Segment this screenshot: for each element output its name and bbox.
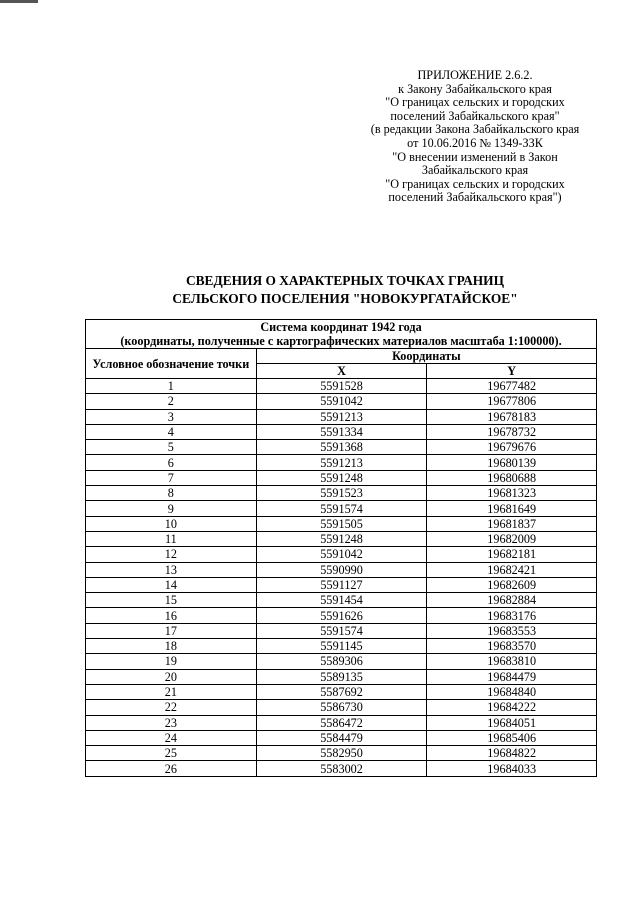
table-row: [86, 684, 597, 699]
y-coordinate-cell: 19680139: [427, 455, 597, 470]
y-coordinate-cell: 19680688: [427, 470, 597, 485]
x-coordinate-cell: 5591042: [256, 394, 427, 409]
coordinate-system-header: [86, 320, 597, 349]
x-coordinate-cell: 5583002: [256, 761, 427, 776]
table-row: [86, 486, 597, 501]
point-number-cell: 5: [86, 440, 257, 455]
point-number-cell: 24: [86, 730, 257, 745]
point-number-cell: 1: [86, 379, 257, 394]
x-coordinate-cell: 5591574: [256, 501, 427, 516]
x-coordinate-cell: 5591334: [256, 424, 427, 439]
system-line-1: Система координат 1942 года: [260, 320, 422, 334]
point-number-cell: 19: [86, 654, 257, 669]
point-number-cell: 26: [86, 761, 257, 776]
point-column-header: Условное обозначение точки: [86, 349, 257, 379]
table-row: [86, 394, 597, 409]
point-number-cell: 25: [86, 746, 257, 761]
appendix-line: к Закону Забайкальского края: [398, 81, 552, 96]
x-coordinate-cell: 5591248: [256, 470, 427, 485]
x-coordinate-cell: 5586472: [256, 715, 427, 730]
x-coordinate-cell: 5591505: [256, 516, 427, 531]
appendix-line: "О границах сельских и городских: [385, 176, 565, 191]
table-row: [86, 654, 597, 669]
corner-mark: [0, 0, 38, 3]
table-row: [86, 577, 597, 592]
x-coordinate-cell: 5587692: [256, 684, 427, 699]
table-row: [86, 440, 597, 455]
y-coordinate-cell: 19683553: [427, 623, 597, 638]
point-number-cell: 23: [86, 715, 257, 730]
x-coordinate-cell: 5584479: [256, 730, 427, 745]
title-line-2: СЕЛЬСКОГО ПОСЕЛЕНИЯ "НОВОКУРГАТАЙСКОЕ": [172, 291, 518, 306]
x-coordinate-cell: 5591454: [256, 593, 427, 608]
x-column-header: X: [256, 364, 427, 379]
y-coordinate-cell: 19681323: [427, 486, 597, 501]
point-number-cell: 10: [86, 516, 257, 531]
appendix-line: поселений Забайкальского края"): [388, 190, 562, 205]
table-row: [86, 608, 597, 623]
y-coordinate-cell: 19682884: [427, 593, 597, 608]
y-coordinate-cell: 19677806: [427, 394, 597, 409]
point-number-cell: 12: [86, 547, 257, 562]
point-number-cell: 9: [86, 501, 257, 516]
point-number-cell: 2: [86, 394, 257, 409]
x-coordinate-cell: 5591368: [256, 440, 427, 455]
table-row: [86, 730, 597, 745]
table-row: [86, 501, 597, 516]
x-coordinate-cell: 5591574: [256, 623, 427, 638]
y-coordinate-cell: 19684033: [427, 761, 597, 776]
coordinates-table: [85, 319, 597, 777]
table-row: [86, 455, 597, 470]
x-coordinate-cell: 5591523: [256, 486, 427, 501]
document-title: [90, 272, 600, 308]
point-number-cell: 11: [86, 531, 257, 546]
point-number-cell: 7: [86, 470, 257, 485]
y-coordinate-cell: 19682421: [427, 562, 597, 577]
point-number-cell: 21: [86, 684, 257, 699]
y-coordinate-cell: 19677482: [427, 379, 597, 394]
point-number-cell: 4: [86, 424, 257, 439]
x-coordinate-cell: 5591213: [256, 455, 427, 470]
table-row: [86, 516, 597, 531]
point-number-cell: 6: [86, 455, 257, 470]
coordinates-column-header: Координаты: [256, 349, 596, 364]
y-coordinate-cell: 19684051: [427, 715, 597, 730]
table-row: [86, 547, 597, 562]
y-coordinate-cell: 19679676: [427, 440, 597, 455]
table-row: [86, 593, 597, 608]
y-coordinate-cell: 19681649: [427, 501, 597, 516]
table-row: [86, 623, 597, 638]
point-number-cell: 18: [86, 639, 257, 654]
table-row: [86, 379, 597, 394]
y-column-header: Y: [427, 364, 597, 379]
table-row: [86, 715, 597, 730]
table-row: [86, 531, 597, 546]
table-row: [86, 424, 597, 439]
y-coordinate-cell: 19682181: [427, 547, 597, 562]
appendix-line: ПРИЛОЖЕНИЕ 2.6.2.: [417, 68, 533, 82]
table-body: [86, 379, 597, 777]
appendix-line: "О границах сельских и городских: [385, 95, 565, 110]
table-row: [86, 746, 597, 761]
table-row: [86, 761, 597, 776]
y-coordinate-cell: 19685406: [427, 730, 597, 745]
appendix-line: поселений Забайкальского края": [390, 108, 560, 123]
y-coordinate-cell: 19683176: [427, 608, 597, 623]
y-coordinate-cell: 19681837: [427, 516, 597, 531]
system-line-2: (координаты, полученные с картографических материалов масштаба 1:100000).: [120, 334, 562, 348]
x-coordinate-cell: 5591127: [256, 577, 427, 592]
point-number-cell: 17: [86, 623, 257, 638]
y-coordinate-cell: 19683810: [427, 654, 597, 669]
y-coordinate-cell: 19678183: [427, 409, 597, 424]
x-coordinate-cell: 5586730: [256, 700, 427, 715]
table-row: [86, 562, 597, 577]
title-line-1: СВЕДЕНИЯ О ХАРАКТЕРНЫХ ТОЧКАХ ГРАНИЦ: [185, 273, 505, 288]
x-coordinate-cell: 5591528: [256, 379, 427, 394]
y-coordinate-cell: 19682009: [427, 531, 597, 546]
appendix-line: от 10.06.2016 № 1349-ЗЗК: [407, 135, 543, 150]
point-number-cell: 15: [86, 593, 257, 608]
appendix-line: "О внесении изменений в Закон: [392, 149, 558, 164]
point-number-cell: 3: [86, 409, 257, 424]
y-coordinate-cell: 19684822: [427, 746, 597, 761]
appendix-line: (в редакции Закона Забайкальского края: [370, 122, 580, 137]
y-coordinate-cell: 19678732: [427, 424, 597, 439]
point-number-cell: 22: [86, 700, 257, 715]
x-coordinate-cell: 5590990: [256, 562, 427, 577]
table-row: [86, 470, 597, 485]
appendix-header: [345, 69, 605, 205]
table-row: [86, 409, 597, 424]
appendix-line: Забайкальского края: [421, 163, 529, 178]
y-coordinate-cell: 19682609: [427, 577, 597, 592]
x-coordinate-cell: 5589306: [256, 654, 427, 669]
point-number-cell: 8: [86, 486, 257, 501]
point-number-cell: 16: [86, 608, 257, 623]
x-coordinate-cell: 5591213: [256, 409, 427, 424]
x-coordinate-cell: 5589135: [256, 669, 427, 684]
x-coordinate-cell: 5591145: [256, 639, 427, 654]
point-number-cell: 13: [86, 562, 257, 577]
x-coordinate-cell: 5591248: [256, 531, 427, 546]
y-coordinate-cell: 19684479: [427, 669, 597, 684]
point-number-cell: 20: [86, 669, 257, 684]
table-row: [86, 669, 597, 684]
x-coordinate-cell: 5582950: [256, 746, 427, 761]
y-coordinate-cell: 19683570: [427, 639, 597, 654]
x-coordinate-cell: 5591626: [256, 608, 427, 623]
y-coordinate-cell: 19684222: [427, 700, 597, 715]
x-coordinate-cell: 5591042: [256, 547, 427, 562]
y-coordinate-cell: 19684840: [427, 684, 597, 699]
table-row: [86, 639, 597, 654]
table-row: [86, 700, 597, 715]
point-number-cell: 14: [86, 577, 257, 592]
